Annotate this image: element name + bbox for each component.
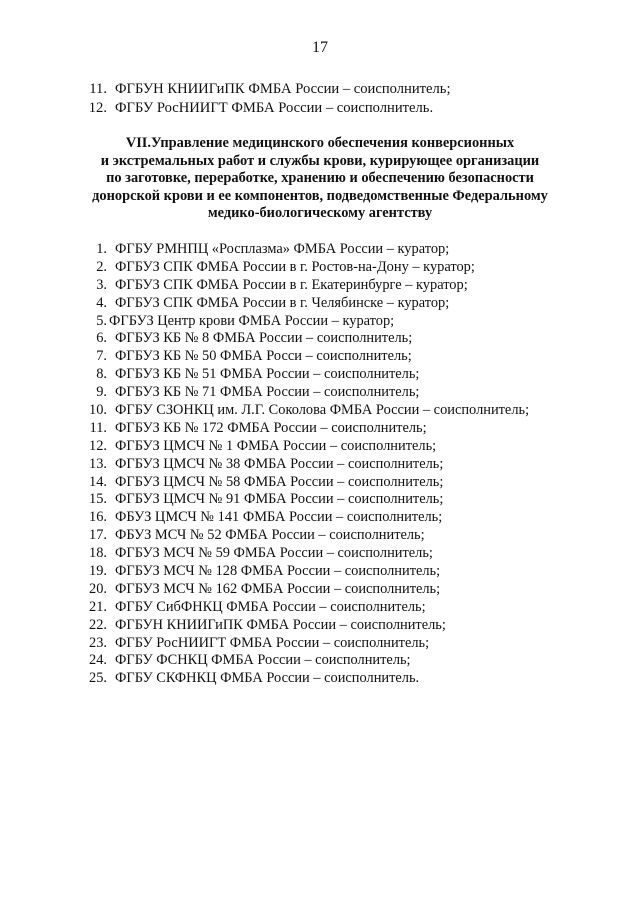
organization-list bbox=[0, 241, 640, 688]
list-item bbox=[0, 330, 640, 348]
item-text: ФГБУЗ КБ № 71 ФМБА России – соисполнитель; bbox=[115, 384, 420, 401]
item-number: 12. bbox=[89, 437, 107, 454]
item-number: 14. bbox=[89, 473, 107, 490]
item-number: 5. bbox=[96, 312, 107, 329]
item-text: ФГБУЗ КБ № 51 ФМБА России – соисполнитель; bbox=[115, 366, 420, 383]
item-number: 16. bbox=[89, 509, 107, 526]
list-item bbox=[0, 438, 640, 456]
item-text: ФГБУЗ КБ № 50 ФМБА Росси – соисполнитель; bbox=[115, 348, 412, 365]
item-text: ФГБУ РосНИИГТ ФМБА России – соисполнитель; bbox=[115, 634, 430, 651]
top-list bbox=[0, 80, 640, 118]
item-number: 6. bbox=[96, 330, 107, 347]
section-heading-line: медико-биологическому агентству bbox=[207, 205, 433, 222]
page-number: 17 bbox=[312, 39, 328, 56]
list-item bbox=[0, 509, 640, 527]
list-item bbox=[0, 563, 640, 581]
list-item bbox=[0, 402, 640, 420]
list-item bbox=[0, 313, 640, 331]
item-text: ФГБУН КНИИГиПК ФМБА России – соисполнитель; bbox=[115, 616, 446, 633]
list-item bbox=[0, 420, 640, 438]
item-text: ФГБУЗ КБ № 8 ФМБА России – соисполнитель; bbox=[115, 330, 413, 347]
list-item bbox=[0, 581, 640, 599]
list-item bbox=[0, 241, 640, 259]
list-item bbox=[0, 652, 640, 670]
item-text: ФГБУЗ СПК ФМБА России в г. Челябинске – куратор; bbox=[115, 294, 450, 311]
item-number: 17. bbox=[89, 527, 107, 544]
list-item bbox=[0, 670, 640, 688]
item-number: 4. bbox=[96, 294, 107, 311]
list-item bbox=[0, 474, 640, 492]
list-item bbox=[0, 527, 640, 545]
section-heading-line: по заготовке, переработке, хранению и обеспечению безопасности bbox=[106, 170, 534, 187]
item-number: 23. bbox=[89, 634, 107, 651]
item-text: ФГБУЗ МСЧ № 128 ФМБА России – соисполнитель; bbox=[115, 563, 441, 580]
item-number: 22. bbox=[89, 616, 107, 633]
item-text: ФБУЗ ЦМСЧ № 141 ФМБА России – соисполнитель; bbox=[115, 509, 443, 526]
item-text: ФГБУ РМНПЦ «Росплазма» ФМБА России – куратор; bbox=[115, 241, 450, 257]
item-number: 10. bbox=[89, 402, 107, 419]
list-item bbox=[0, 617, 640, 635]
item-number: 25. bbox=[89, 670, 107, 687]
list-item bbox=[0, 456, 640, 474]
list-item bbox=[0, 635, 640, 653]
item-text: ФГБУЗ ЦМСЧ № 1 ФМБА России – соисполнитель; bbox=[115, 437, 437, 454]
list-item bbox=[0, 599, 640, 617]
item-text: ФГБУЗ СПК ФМБА России в г. Екатеринбурге – куратор; bbox=[115, 276, 468, 293]
item-number: 21. bbox=[89, 598, 107, 615]
list-item bbox=[0, 491, 640, 509]
section-heading-line: донорской крови и ее компонентов, подведомственные Федеральному bbox=[92, 187, 548, 204]
item-text: ФБУЗ МСЧ № 52 ФМБА России – соисполнитель; bbox=[115, 527, 425, 544]
item-text: ФГБУ ФСНКЦ ФМБА России – соисполнитель; bbox=[115, 652, 411, 669]
item-number: 19. bbox=[89, 563, 107, 580]
item-text: ФГБУЗ ЦМСЧ № 38 ФМБА России – соисполнитель; bbox=[115, 455, 444, 472]
list-item bbox=[0, 545, 640, 563]
item-number: 18. bbox=[89, 545, 107, 562]
item-text: ФГБУН КНИИГиПК ФМБА России – соисполнитель; bbox=[115, 81, 451, 97]
item-text: ФГБУЗ СПК ФМБА России в г. Ростов-на-Дону – куратор; bbox=[115, 258, 475, 275]
list-item bbox=[0, 384, 640, 402]
item-text: ФГБУЗ МСЧ № 59 ФМБА России – соисполнитель; bbox=[115, 545, 433, 562]
list-item bbox=[0, 366, 640, 384]
item-number: 13. bbox=[89, 455, 107, 472]
item-number: 11. bbox=[89, 81, 107, 97]
list-item bbox=[0, 259, 640, 277]
item-number: 15. bbox=[89, 491, 107, 508]
section-heading bbox=[60, 135, 580, 223]
item-text: ФГБУЗ ЦМСЧ № 58 ФМБА России – соисполнитель; bbox=[115, 473, 444, 490]
list-item bbox=[0, 80, 640, 99]
list-item bbox=[0, 295, 640, 313]
item-number: 7. bbox=[96, 348, 107, 365]
item-text: ФГБУ РосНИИГТ ФМБА России – соисполнитель. bbox=[115, 100, 434, 116]
list-item bbox=[0, 277, 640, 295]
item-text: ФГБУЗ КБ № 172 ФМБА России – соисполнитель; bbox=[115, 419, 427, 436]
item-number: 3. bbox=[96, 276, 107, 293]
item-text: ФГБУ СКФНКЦ ФМБА России – соисполнитель. bbox=[115, 670, 420, 687]
item-number: 12. bbox=[88, 100, 107, 116]
item-number: 11. bbox=[89, 419, 107, 436]
item-number: 20. bbox=[89, 580, 107, 597]
item-text: ФГБУЗ ЦМСЧ № 91 ФМБА России – соисполнитель; bbox=[115, 491, 444, 508]
item-number: 1. bbox=[96, 241, 107, 257]
section-heading-line: VII.Управление медицинского обеспечения конверсионных bbox=[125, 135, 515, 151]
section-heading-line: и экстремальных работ и службы крови, курирующее организации bbox=[100, 152, 540, 169]
list-item bbox=[0, 99, 640, 118]
item-text: ФГБУЗ МСЧ № 162 ФМБА России – соисполнитель; bbox=[115, 580, 441, 597]
list-item bbox=[0, 348, 640, 366]
item-number: 9. bbox=[96, 384, 107, 401]
item-text: ФГБУ СибФНКЦ ФМБА России – соисполнитель; bbox=[115, 598, 426, 615]
item-number: 24. bbox=[89, 652, 107, 669]
item-text: ФГБУЗ Центр крови ФМБА России – куратор; bbox=[109, 312, 395, 329]
item-number: 8. bbox=[96, 366, 107, 383]
item-number: 2. bbox=[96, 258, 107, 275]
item-text: ФГБУ СЗОНКЦ им. Л.Г. Соколова ФМБА России – соисполнитель; bbox=[115, 402, 530, 419]
